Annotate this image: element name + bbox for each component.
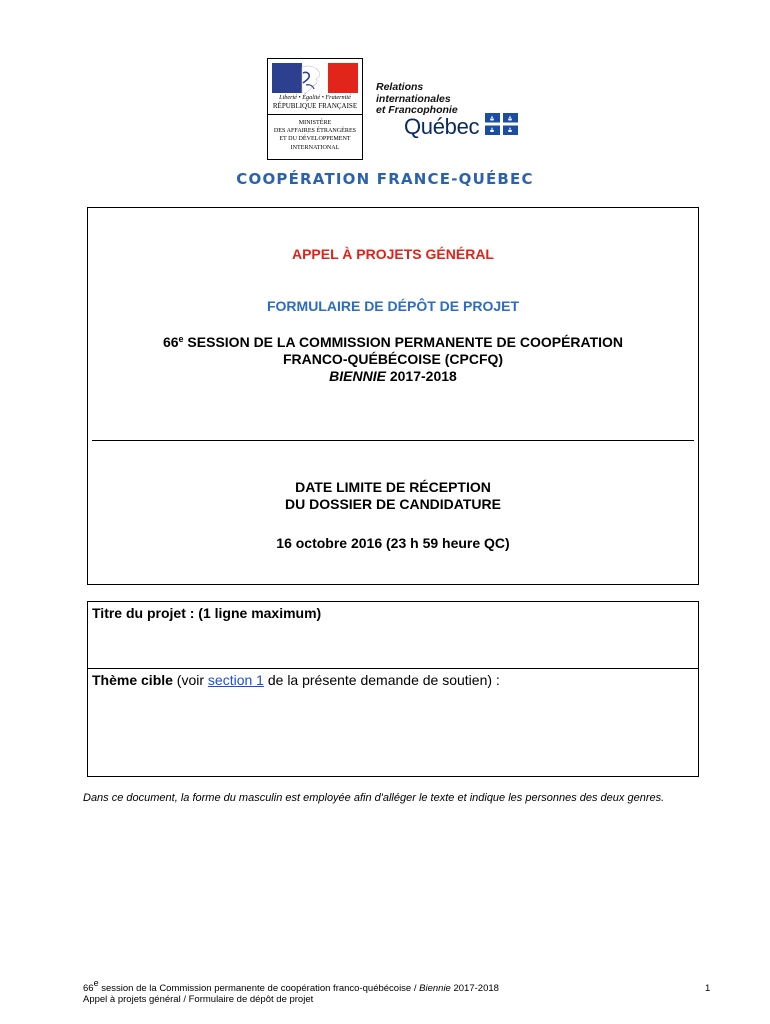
ministry-line: ET DU DÉVELOPPEMENT	[279, 136, 351, 143]
section-1-link[interactable]: section 1	[207, 672, 264, 688]
session-text: SESSION DE LA COMMISSION PERMANENTE DE COOPÉRATION	[183, 334, 624, 350]
theme-pre: (voir	[172, 672, 208, 688]
gender-note: Dans ce document, la forme du masculin est employée afin d'alléger le texte et indique les personnes des deux genres.	[83, 792, 665, 804]
session-line-2: FRANCO-QUÉBÉCOISE (CPCFQ)	[282, 351, 504, 367]
deadline-heading-2: DU DOSSIER DE CANDIDATURE	[285, 496, 501, 512]
ministry-name	[268, 119, 362, 152]
footer-biennie: Biennie	[419, 983, 451, 994]
session-number: 66	[162, 334, 179, 350]
rf-divider	[268, 114, 362, 115]
quebec-org-line: Relations	[376, 81, 424, 93]
page-number: 1	[705, 983, 711, 994]
project-title-label: Titre du projet : (1 ligne maximum)	[92, 605, 322, 621]
quebec-org-name	[376, 82, 458, 117]
form-heading: FORMULAIRE DE DÉPÔT DE PROJET	[266, 298, 520, 314]
session-sup: e	[178, 334, 184, 344]
page-footer	[83, 978, 499, 1005]
footer-line-2: Appel à projets général / Formulaire de dépôt de projet	[83, 994, 314, 1005]
rf-motto: Liberté • Égalité • Fraternité	[279, 94, 351, 101]
quebec-logo	[376, 82, 526, 142]
appel-heading: APPEL À PROJETS GÉNÉRAL	[291, 246, 494, 262]
ministry-line: INTERNATIONAL	[290, 144, 340, 151]
rf-name: RÉPUBLIQUE FRANÇAISE	[272, 102, 358, 110]
quebec-flag-icon	[485, 113, 518, 135]
ministry-line: DES AFFAIRES ÉTRANGÈRES	[273, 128, 357, 135]
quebec-wordmark: Québec	[404, 114, 480, 139]
footer-line-1	[83, 978, 499, 994]
project-box-divider	[88, 668, 698, 669]
theme-label: Thème cible	[92, 672, 173, 688]
cooperation-title: COOPÉRATION FRANCE-QUÉBEC	[236, 170, 534, 188]
title-box	[87, 207, 699, 585]
marianne-flag-icon	[272, 63, 358, 93]
ministry-line: MINISTÈRE	[298, 120, 332, 126]
republique-francaise-logo	[267, 58, 363, 160]
footer-text: session de la Commission permanente de coopération franco-québécoise /	[98, 983, 420, 994]
project-form-box	[87, 601, 699, 777]
title-box-divider	[92, 440, 694, 441]
footer-number: 66	[83, 983, 94, 994]
theme-post: de la présente demande de soutien) :	[263, 672, 500, 688]
quebec-org-line: internationales	[376, 92, 451, 105]
theme-field	[92, 672, 500, 688]
biennie-label: BIENNIE	[329, 368, 386, 384]
session-line-1	[88, 334, 698, 350]
biennie-line	[88, 368, 698, 384]
footer-years: 2017-2018	[450, 983, 499, 994]
biennie-years: 2017-2018	[385, 368, 457, 384]
deadline-heading-1: DATE LIMITE DE RÉCEPTION	[295, 479, 491, 495]
footer-sup: e	[93, 978, 99, 988]
deadline-date: 16 octobre 2016 (23 h 59 heure QC)	[276, 535, 510, 551]
quebec-org-line: et Francophonie	[376, 104, 458, 116]
